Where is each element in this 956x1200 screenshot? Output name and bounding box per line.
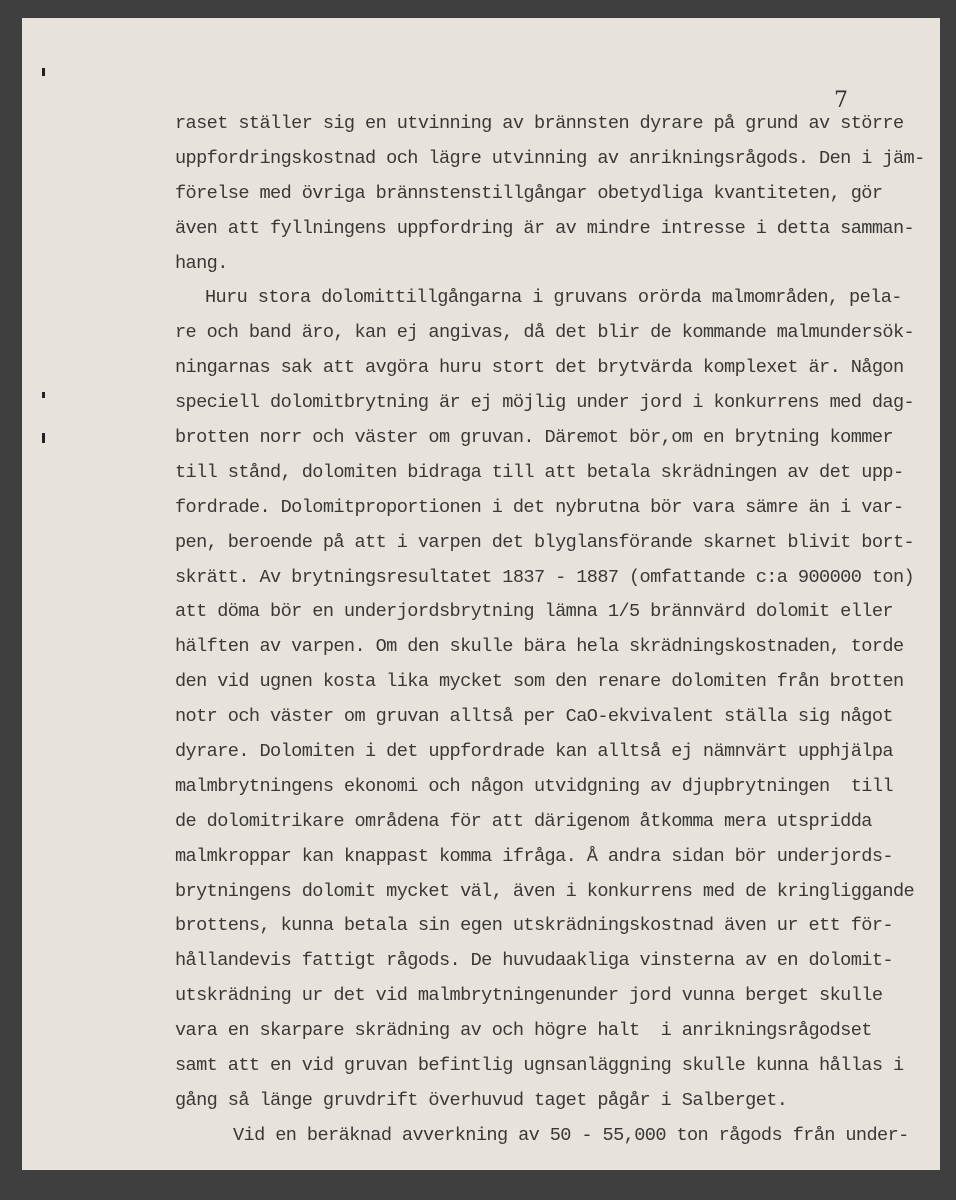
text-line: den vid ugnen kosta lika mycket som den renare dolomiten från brotten <box>175 671 904 693</box>
margin-mark <box>42 392 45 398</box>
page-number: 7 <box>834 88 848 113</box>
text-line: brottens, kunna betala sin egen utskrädningskostnad även ur ett för- <box>175 915 893 937</box>
text-line: uppfordringskostnad och lägre utvinning av anrikningsrågods. Den i jäm- <box>175 147 925 169</box>
text-line: utskrädning ur det vid malmbrytningenunder jord vunna berget skulle <box>175 985 883 1007</box>
text-line: att döma bör en underjordsbrytning lämna 1/5 brännvärd dolomit eller <box>175 601 893 623</box>
text-line: även att fyllningens uppfordring är av mindre intresse i detta samman- <box>175 217 915 239</box>
text-line: förelse med övriga brännstenstillgångar obetydliga kvantiteten, gör <box>175 182 883 204</box>
text-line: malmbrytningens ekonomi och någon utvidgning av djupbrytningen till <box>175 775 893 797</box>
text-line: hållandevis fattigt rågods. De huvudaakliga vinsterna av en dolomit- <box>175 950 893 972</box>
text-line: hälften av varpen. Om den skulle bära hela skrädningskostnaden, torde <box>175 636 904 658</box>
text-line: Huru stora dolomittillgångarna i gruvans orörda malmområden, pela- <box>205 287 902 309</box>
text-line: till stånd, dolomiten bidraga till att betala skrädningen av det upp- <box>175 461 904 483</box>
text-line: vara en skarpare skrädning av och högre halt i anrikningsrågodset <box>175 1020 872 1042</box>
text-line: malmkroppar kan knappast komma ifråga. Å andra sidan bör underjords- <box>175 845 893 867</box>
text-line: raset ställer sig en utvinning av brännsten dyrare på grund av större <box>175 113 904 134</box>
text-line: fordrade. Dolomitproportionen i det nybrutna bör vara sämre än i var- <box>175 496 904 518</box>
text-line: dyrare. Dolomiten i det uppfordrade kan alltså ej nämnvärt upphjälpa <box>175 741 893 763</box>
margin-mark <box>42 433 45 443</box>
text-line: Vid en beräknad avverkning av 50 - 55,000 ton rågods från under- <box>233 1124 909 1146</box>
body-text <box>175 110 925 1157</box>
text-line: notr och väster om gruvan alltså per CaO-ekvivalent ställa sig något <box>175 706 893 728</box>
text-line: brytningens dolomit mycket väl, även i konkurrens med de kringliggande <box>175 880 915 902</box>
text-line: pen, beroende på att i varpen det blyglansförande skarnet blivit bort- <box>175 531 915 553</box>
margin-mark <box>42 68 45 76</box>
text-line: ningarnas sak att avgöra huru stort det brytvärda komplexet är. Någon <box>175 357 904 379</box>
text-line: samt att en vid gruvan befintlig ugnsanläggning skulle kunna hållas i <box>175 1055 904 1077</box>
text-line: speciell dolomitbrytning är ej möjlig under jord i konkurrens med dag- <box>175 392 915 414</box>
text-line: hang. <box>175 252 228 274</box>
text-line: gång så länge gruvdrift överhuvud taget pågår i Salberget. <box>175 1089 788 1111</box>
text-line: brotten norr och väster om gruvan. Däremot bör,om en brytning kommer <box>175 427 893 449</box>
text-line: re och band äro, kan ej angivas, då det blir de kommande malmundersök- <box>175 322 915 344</box>
text-line: de dolomitrikare områdena för att därigenom åtkomma mera utspridda <box>175 810 872 832</box>
text-line: skrätt. Av brytningsresultatet 1837 - 1887 (omfattande c:a 900000 ton) <box>175 566 915 588</box>
